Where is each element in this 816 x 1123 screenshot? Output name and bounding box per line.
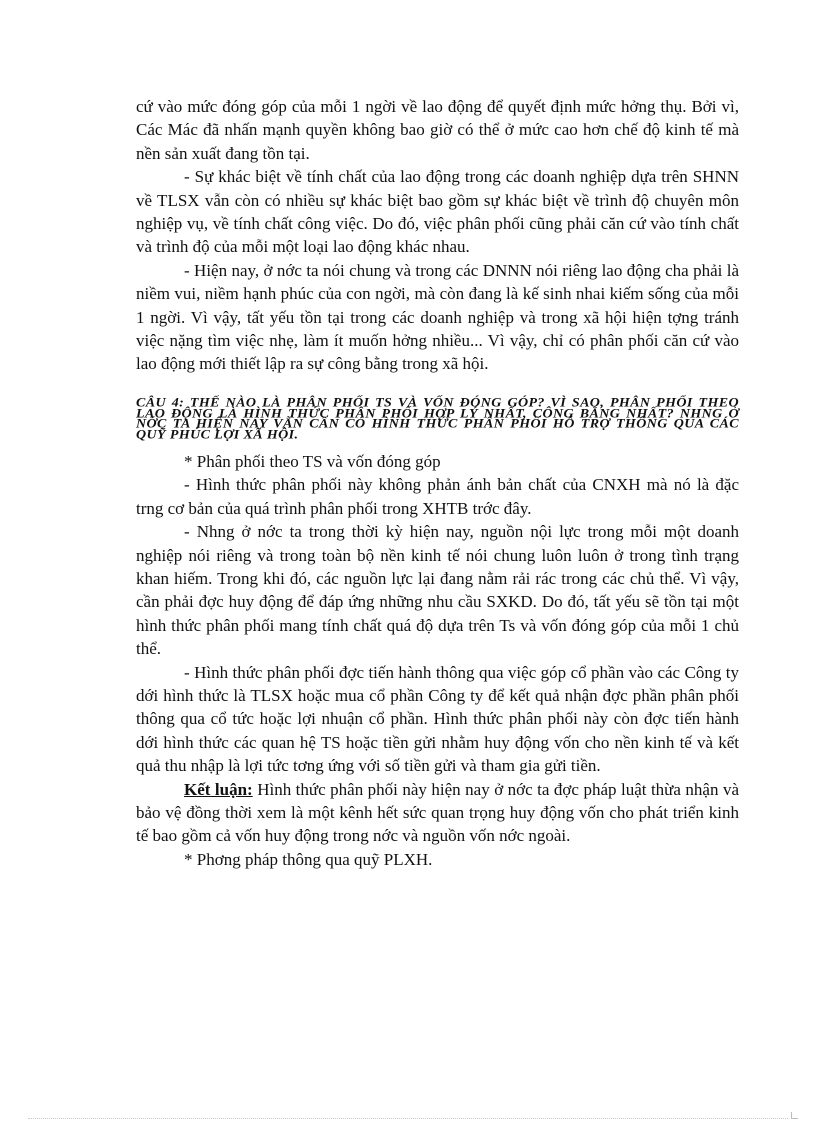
paragraph-4: * Phân phối theo TS và vốn đóng góp [184,451,441,471]
paragraph-last: * Phơng pháp thông qua quỹ PLXH. [184,849,433,869]
paragraph-2: - Sự khác biệt về tính chất của lao động trong các doanh nghiệp dựa trên SHNN về TLSX vẫn còn có nhiều sự khác biệt bao gồm sự khác biệt về trình độ chuyên môn nghiệp vụ, về tính chất công việc. Do đó, việc phân phối cũng phải căn cứ vào tính chất và trình độ của mỗi một loại lao động khác nhau. [136,167,739,257]
page-bottom-rule [28,1118,788,1119]
conclusion-text: Hình thức phân phối này hiện nay ở nớc ta đợc pháp luật thừa nhận và bảo vệ đồng thời xem là một kênh hết sức quan trọng huy động vốn cho phát triển kinh tế bao gồm cả vốn huy động trong nớc và nguồn vốn nớc ngoài. [136,779,739,846]
document-page [136,95,739,871]
paragraph-1: cứ vào mức đóng góp của mỗi 1 ngời về lao động để quyết định mức hởng thụ. Bởi vì, Các Mác đã nhấn mạnh quyền không bao giờ có thể ở mức cao hơn chế độ kinh tế mà nền sản xuất đang tồn tại. [136,97,739,163]
paragraph-6: - Nhng ở nớc ta trong thời kỳ hiện nay, nguồn nội lực trong mỗi một doanh nghiệp nói riêng và trong toàn bộ nền kinh tế nói chung luôn luôn ở trong tình trạng khan hiếm. Trong khi đó, các nguồn lực lại đang nằm rải rác trong các chủ thể. Vì vậy, cần phải đợc huy động để đáp ứng những nhu cầu SXKD. Do đó, tất yếu sẽ tồn tại một hình thức phân phối mang tính chất quá độ dựa trên Ts và vốn đóng góp của mỗi 1 chủ thể. [136,522,739,659]
conclusion-paragraph [136,778,739,848]
paragraph-3: - Hiện nay, ở nớc ta nói chung và trong các DNNN nói riêng lao động cha phải là niềm vui, niềm hạnh phúc của con ngời, mà còn đang là kế sinh nhai kiếm sống của mỗi 1 ngời. Vì vậy, tất yếu tồn tại trong các doanh nghiệp và trong xã hội hiện tợng tránh việc nặng tìm việc nhẹ, làm ít muốn hởng nhiều... Vì vậy, chỉ có phân phối căn cứ vào lao động mới thiết lập ra sự công bằng trong xã hội. [136,260,739,374]
paragraph-7: - Hình thức phân phối đợc tiến hành thông qua việc góp cổ phần vào các Công ty dới hình thức là TLSX hoặc mua cổ phần Công ty để kết quả nhận đợc phần phân phối thông qua cổ tức hoặc lợi nhuận cổ phần. Hình thức phân phối này còn đợc tiến hành dới hình thức các quan hệ TS hoặc tiền gửi nhằm huy động vốn cho nền kinh tế và kết quả thu nhập là lợi tức tơng ứng với số tiền gửi và tham gia gửi tiền. [136,662,739,776]
page-corner-mark [791,1112,798,1119]
paragraph-5: - Hình thức phân phối này không phản ánh bản chất của CNXH mà nó là đặc trng cơ bản của quá trình phân phối trong XHTB trớc đây. [136,475,739,518]
conclusion-label: Kết luận: [184,779,253,799]
section-heading-cau-4: CÂU 4: THẾ NÀO LÀ PHÂN PHỐI TS VÀ VỐN ĐÓNG GÓP? VÌ SAO, PHÂN PHỐI THEO LAO ĐỘNG LÀ HÌNH THỨC PHÂN PHỐI HỢP LÝ NHẤT, CÔNG BẰNG NHẤT? NHNG Ở NỚC TA HIỆN NAY VẪN CẦN CÓ HÌNH THỨC PHÂN PHỐI HỖ TRỢ THÔNG QUA CÁC QUỸ PHÚC LỢI XÃ HỘI. [136,396,739,442]
